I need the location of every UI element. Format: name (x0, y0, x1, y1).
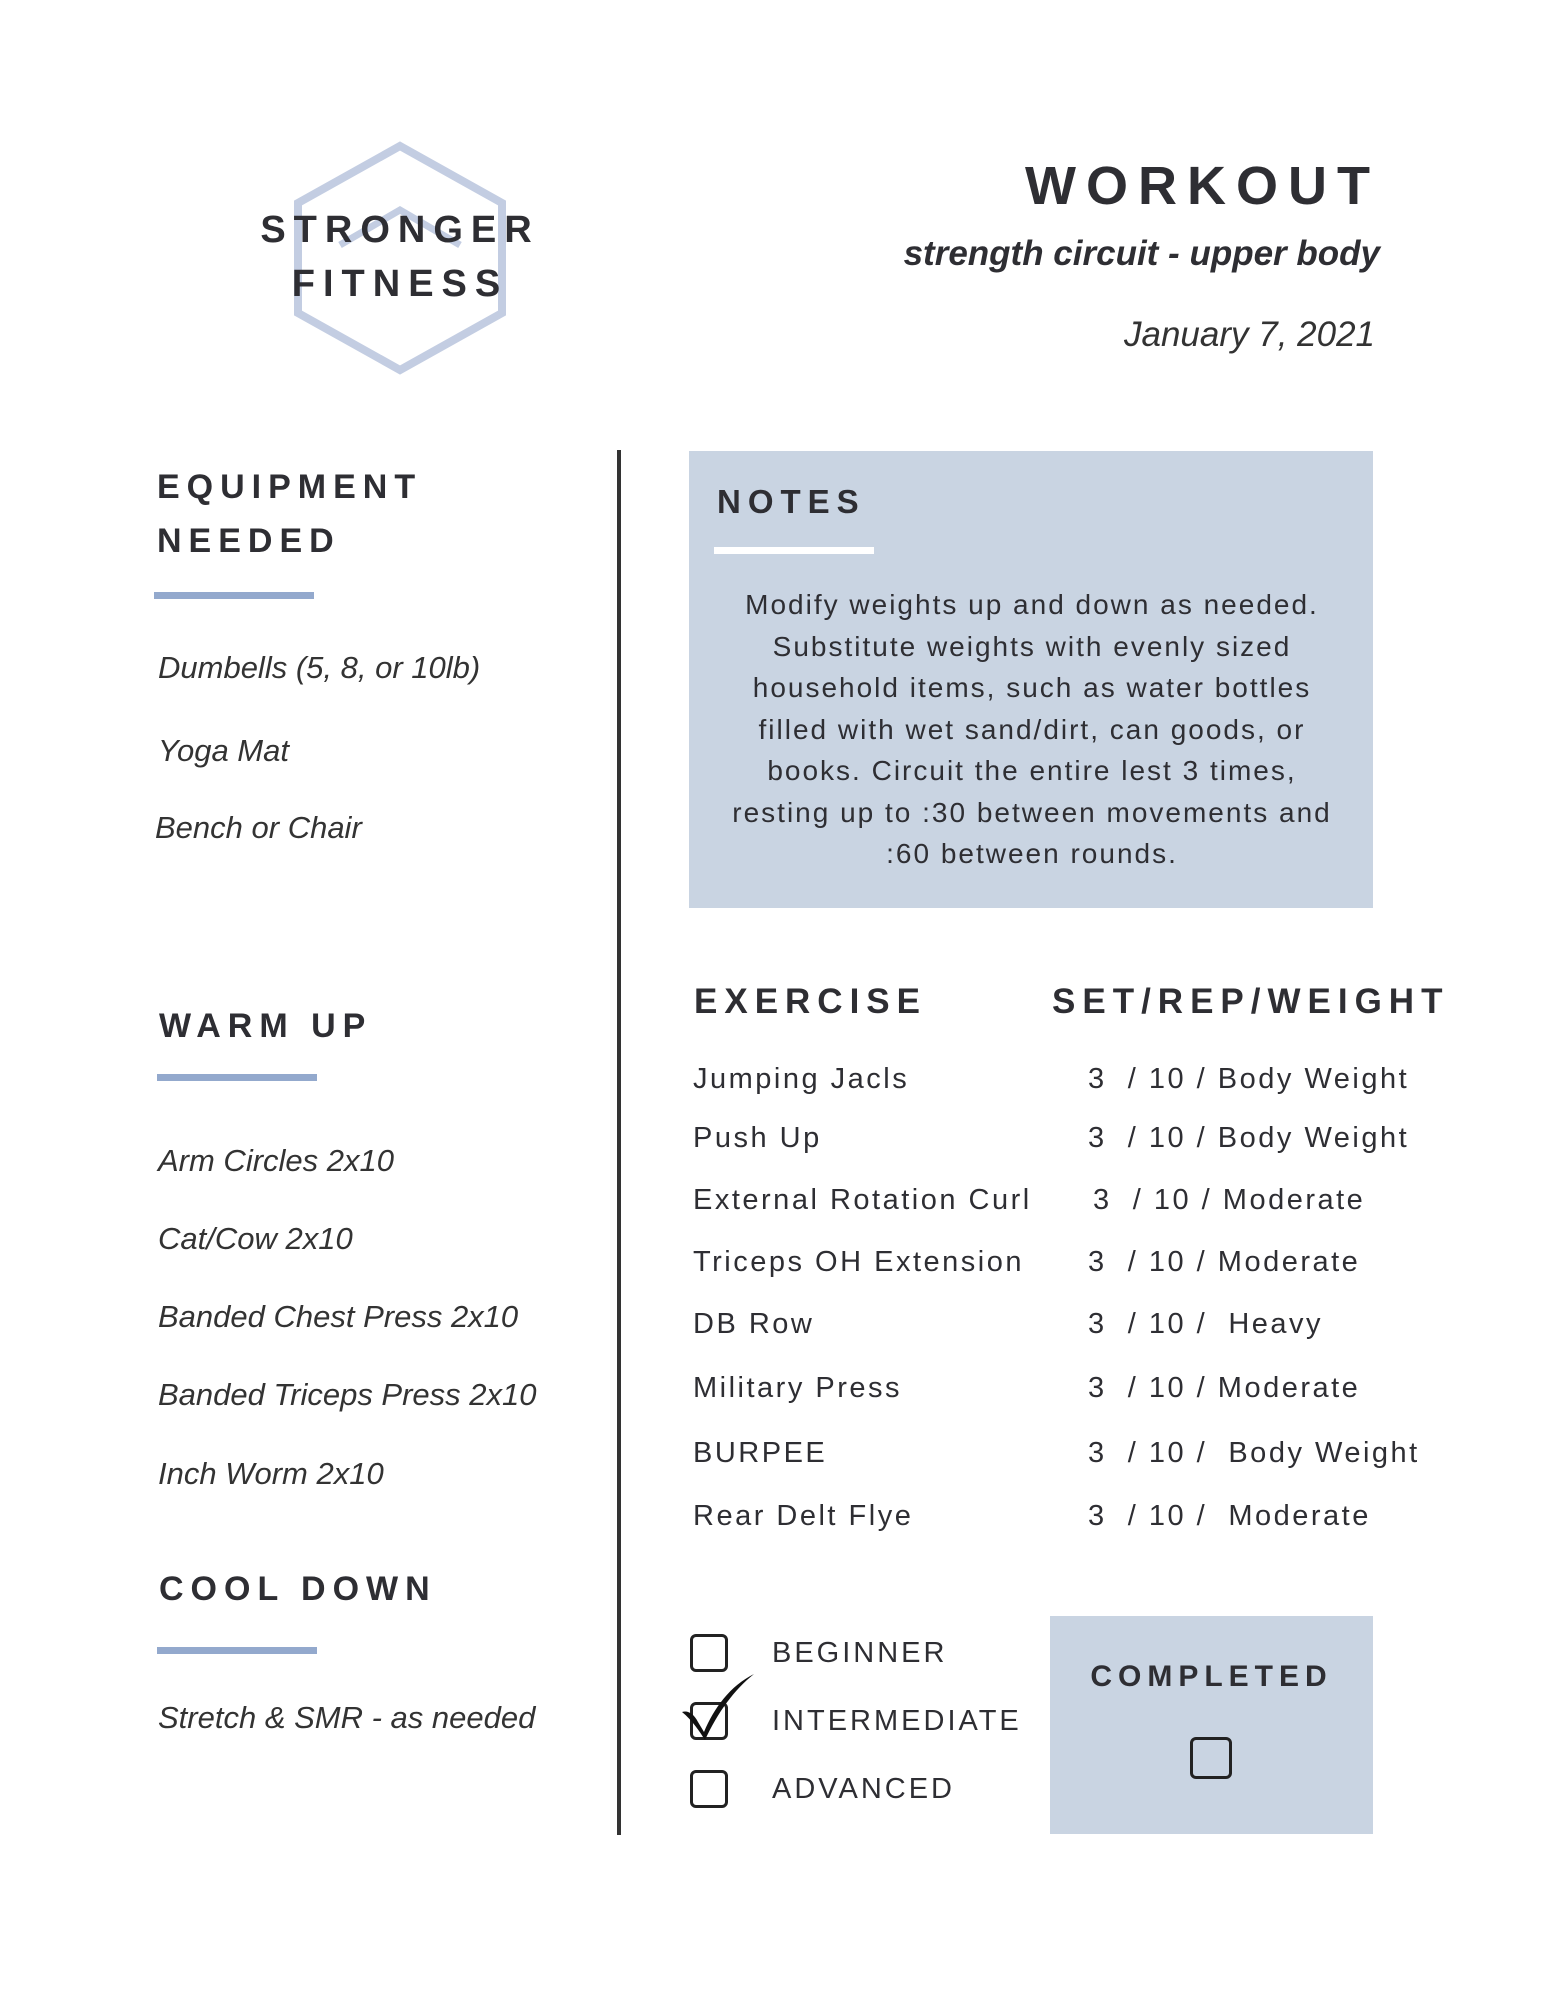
warm-up-item: Banded Triceps Press 2x10 (158, 1377, 537, 1412)
exercise-name: DB Row (693, 1308, 815, 1340)
notes-underline (714, 547, 874, 554)
exercise-name: Military Press (693, 1372, 903, 1404)
advanced-checkbox[interactable] (690, 1770, 728, 1808)
exercise-row (693, 1308, 1453, 1358)
cool-down-item: Stretch & SMR - as needed (158, 1700, 536, 1735)
notes-line: filled with wet sand/dirt, can goods, or (758, 713, 1306, 745)
cool-down-heading: COOL DOWN (159, 1570, 437, 1608)
notes-line: household items, such as water bottles (752, 672, 1312, 703)
notes-line: resting up to :30 between movements and (732, 796, 1332, 828)
equipment-item: Dumbells (5, 8, or 10lb) (158, 650, 481, 685)
completed-label: COMPLETED (1090, 1660, 1333, 1693)
exercise-setrep: 3 / 10 / Moderate (1088, 1500, 1371, 1532)
notes-text (712, 584, 1352, 875)
equipment-heading-line2: NEEDED (157, 522, 341, 560)
exercise-column-header: EXERCISE (694, 982, 927, 1021)
warm-up-item: Arm Circles 2x10 (158, 1143, 394, 1178)
logo-hexagon-icon (290, 140, 510, 376)
exercise-row (693, 1372, 1453, 1422)
completed-checkbox[interactable] (1190, 1737, 1232, 1779)
exercise-row (693, 1500, 1453, 1550)
exercise-setrep: 3 / 10 / Moderate (1093, 1184, 1366, 1216)
warm-up-heading: WARM UP (159, 1007, 373, 1045)
exercise-setrep: 3 / 10 / Heavy (1088, 1308, 1324, 1340)
workout-date: January 7, 2021 (1123, 315, 1375, 354)
cool-down-underline (157, 1647, 317, 1654)
equipment-item: Bench or Chair (155, 810, 362, 845)
page-title: WORKOUT (1025, 156, 1380, 216)
equipment-heading-line1: EQUIPMENT (157, 468, 423, 506)
beginner-label: BEGINNER (772, 1637, 948, 1669)
advanced-label: ADVANCED (772, 1773, 955, 1805)
warm-up-underline (157, 1074, 317, 1081)
exercise-setrep: 3 / 10 / Moderate (1088, 1246, 1361, 1278)
equipment-item: Yoga Mat (158, 733, 289, 768)
beginner-checkbox[interactable] (690, 1634, 728, 1672)
exercise-name: Triceps OH Extension (693, 1246, 1024, 1278)
exercise-name: External Rotation Curl (693, 1184, 1032, 1216)
exercise-row (693, 1122, 1453, 1172)
completed-box (1050, 1616, 1373, 1834)
column-divider (617, 450, 621, 1835)
exercise-row (693, 1246, 1453, 1296)
notes-line: books. Circuit the entire lest 3 times, (767, 755, 1297, 786)
exercise-name: Rear Delt Flye (693, 1500, 914, 1532)
equipment-underline (154, 592, 314, 599)
page-subtitle: strength circuit - upper body (903, 234, 1380, 273)
exercise-name: Jumping Jacls (693, 1063, 910, 1095)
setrep-column-header: SET/REP/WEIGHT (1052, 982, 1450, 1021)
notes-line: Modify weights up and down as needed. (745, 589, 1319, 620)
exercise-setrep: 3 / 10 / Moderate (1088, 1372, 1361, 1404)
warm-up-item: Cat/Cow 2x10 (158, 1221, 353, 1256)
exercise-name: BURPEE (693, 1437, 828, 1469)
notes-heading: NOTES (717, 483, 866, 520)
exercise-name: Push Up (693, 1122, 822, 1154)
exercise-row (693, 1437, 1453, 1487)
notes-line: Substitute weights with evenly sized (772, 630, 1292, 662)
exercise-row (693, 1063, 1453, 1113)
exercise-setrep: 3 / 10 / Body Weight (1088, 1063, 1410, 1095)
notes-line: :60 between rounds. (886, 838, 1178, 869)
intermediate-label: INTERMEDIATE (772, 1705, 1022, 1737)
exercise-setrep: 3 / 10 / Body Weight (1088, 1437, 1420, 1469)
warm-up-item: Inch Worm 2x10 (158, 1456, 384, 1491)
checkmark-icon (678, 1670, 758, 1742)
warm-up-item: Banded Chest Press 2x10 (158, 1299, 519, 1334)
logo-text-line2: FITNESS (291, 263, 509, 305)
exercise-setrep: 3 / 10 / Body Weight (1088, 1122, 1410, 1154)
logo-text-line1: STRONGER (260, 209, 540, 251)
exercise-row (693, 1184, 1453, 1234)
